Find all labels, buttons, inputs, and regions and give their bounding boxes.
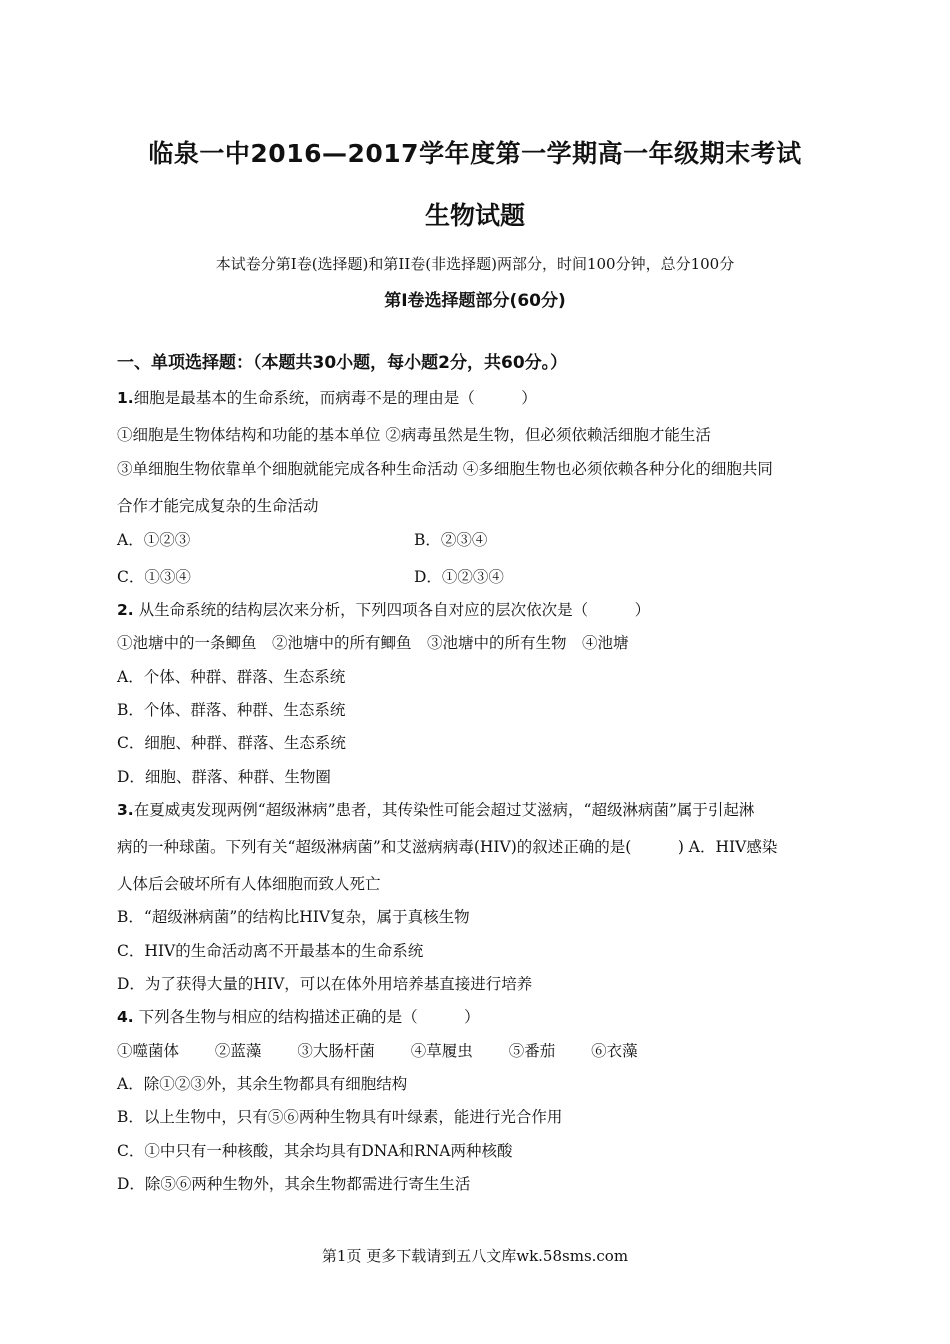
question-3-stem	[117, 799, 754, 821]
question-2-option-d: D．细胞、群落、种群、生物圈	[117, 768, 331, 786]
question-text: 从生命系统的结构层次来分析，下列四项各自对应的层次依次是（ ）	[133, 601, 651, 619]
question-3-option-c: C．HIV的生命活动离不开最基本的生命系统	[117, 942, 424, 960]
question-number: 1.	[117, 389, 134, 407]
question-4-option-d: D．除⑤⑥两种生物外，其余生物都需进行寄生生活	[117, 1175, 471, 1193]
question-text: 在夏威夷发现两例“超级淋病”患者，其传染性可能会超过艾滋病，“超级淋病菌”属于引起淋	[133, 801, 755, 819]
exam-intro: 本试卷分第I卷(选择题)和第II卷(非选择题)两部分，时间100分钟，总分100分	[215, 255, 735, 273]
part-one-heading: 第I卷选择题部分(60分)	[384, 291, 566, 311]
question-2-items: ①池塘中的一条鲫鱼 ②池塘中的所有鲫鱼 ③池塘中的所有生物 ④池塘	[117, 634, 629, 652]
question-1-line: 合作才能完成复杂的生命活动	[117, 497, 319, 515]
page-footer: 第1页 更多下载请到五八文库wk.58sms.com	[321, 1247, 629, 1265]
question-4-option-c: C．①中只有一种核酸，其余均具有DNA和RNA两种核酸	[117, 1142, 513, 1160]
question-2-option-b: B．个体、群落、种群、生态系统	[117, 701, 346, 719]
question-1-option-a: A．①②③	[117, 531, 191, 549]
question-3-option-b: B．“超级淋病菌”的结构比HIV复杂，属于真核生物	[117, 908, 470, 926]
question-1-stem	[117, 387, 537, 409]
exam-title: 临泉一中2016—2017学年度第一学期高一年级期末考试	[148, 139, 802, 168]
question-4-option-b: B．以上生物中，只有⑤⑥两种生物具有叶绿素，能进行光合作用	[117, 1108, 563, 1126]
question-3-line: 病的一种球菌。下列有关“超级淋病菌”和艾滋病病毒(HIV)的叙述正确的是( ) A．HIV感染	[117, 838, 778, 856]
exam-subtitle: 生物试题	[424, 201, 525, 230]
question-number: 4.	[117, 1008, 134, 1026]
question-1-option-c: C．①③④	[117, 568, 191, 586]
question-3-line: 人体后会破坏所有人体细胞而致人死亡	[117, 875, 381, 893]
question-text: 下列各生物与相应的结构描述正确的是（ ）	[133, 1008, 480, 1026]
question-1-line: ①细胞是生物体结构和功能的基本单位 ②病毒虽然是生物，但必须依赖活细胞才能生活	[117, 426, 711, 444]
question-4-option-a: A．除①②③外，其余生物都具有细胞结构	[117, 1075, 408, 1093]
question-4-items: ①噬菌体 ②蓝藻 ③大肠杆菌 ④草履虫 ⑤番茄 ⑥衣藻	[117, 1042, 638, 1060]
question-2-stem	[117, 599, 650, 621]
question-1-line: ③单细胞生物依靠单个细胞就能完成各种生命活动 ④多细胞生物也必须依赖各种分化的细胞共同	[117, 460, 773, 478]
question-3-option-d: D．为了获得大量的HIV，可以在体外用培养基直接进行培养	[117, 975, 533, 993]
question-2-option-a: A．个体、种群、群落、生态系统	[117, 668, 346, 686]
question-number: 2.	[117, 601, 134, 619]
question-text: 细胞是最基本的生命系统，而病毒不是的理由是（ ）	[133, 389, 537, 407]
question-number: 3.	[117, 801, 134, 819]
question-1-option-d: D．①②③④	[414, 568, 504, 586]
section-heading: 一、单项选择题：（本题共30小题，每小题2分，共60分。）	[117, 353, 568, 373]
question-2-option-c: C．细胞、种群、群落、生态系统	[117, 734, 346, 752]
question-1-option-b: B．②③④	[414, 531, 488, 549]
question-4-stem	[117, 1006, 480, 1028]
